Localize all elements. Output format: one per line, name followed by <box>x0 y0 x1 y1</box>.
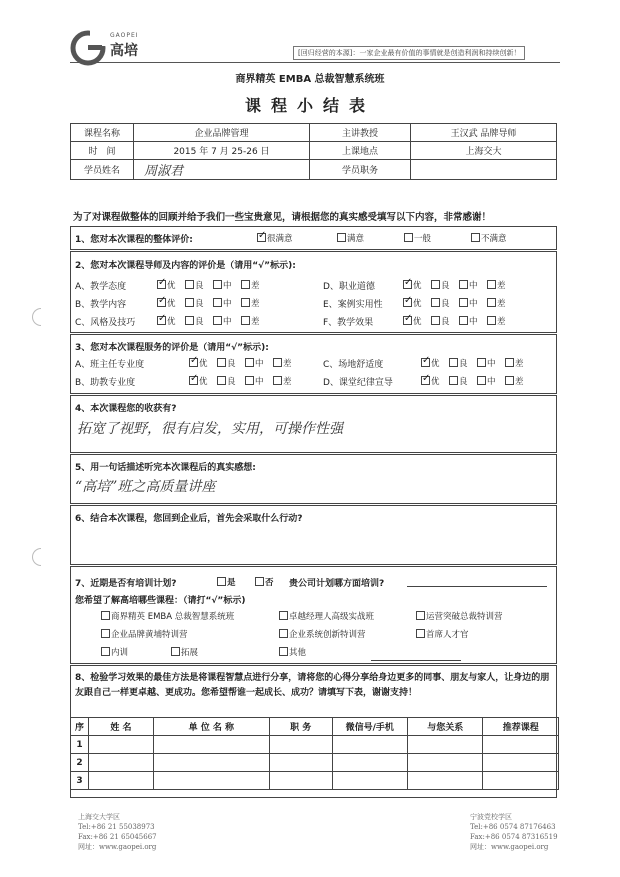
table-input-cell[interactable] <box>153 772 269 790</box>
q2-grade-option[interactable]: 差 <box>487 297 506 309</box>
q1-option-very-satisfied[interactable]: ✓ 很满意 <box>257 232 293 244</box>
table-input-cell[interactable] <box>407 736 482 754</box>
q3-grade-option[interactable]: 差 <box>273 375 292 387</box>
q3-row-label: D、课堂纪律宣导 <box>323 378 393 388</box>
table-input-cell[interactable] <box>483 736 559 754</box>
checkbox-icon <box>337 233 346 242</box>
table-input-cell[interactable] <box>332 736 407 754</box>
footer-right-campus: 宁波党校学区 <box>470 813 512 821</box>
checkbox-icon <box>101 611 110 620</box>
course-option[interactable]: 企业品牌黄埔特训营 <box>101 628 188 640</box>
page-title: 课程小结表 <box>244 96 375 115</box>
q2-grade-option[interactable]: 良 <box>431 315 450 327</box>
q3-grade-option[interactable]: 中 <box>245 357 264 369</box>
q2-grade-option[interactable]: 中 <box>213 297 232 309</box>
table-input-cell[interactable] <box>89 772 154 790</box>
q3-label: 3、您对本次课程服务的评价是（请用“√”标示): <box>75 343 269 353</box>
q2-grade-option[interactable]: 中 <box>213 315 232 327</box>
table-header-cell: 推荐课程 <box>483 718 559 736</box>
checkbox-icon <box>213 298 222 307</box>
q3-grade-option[interactable]: ✓ 优 <box>189 375 208 387</box>
checkbox-icon <box>241 280 250 289</box>
course-value: 企业品牌管理 <box>134 124 310 142</box>
course-option[interactable]: 商界精英 EMBA 总裁智慧系统班 <box>101 610 234 622</box>
checkbox-checked-icon <box>157 316 166 325</box>
checkbox-icon <box>505 358 514 367</box>
student-label: 学员姓名 <box>71 160 134 180</box>
checkbox-icon <box>101 629 110 638</box>
section-2 <box>70 251 557 333</box>
q2-grade-option[interactable]: 良 <box>185 297 204 309</box>
q2-row-label: A、教学态度 <box>75 282 127 292</box>
checkbox-icon <box>245 358 254 367</box>
table-input-cell[interactable] <box>269 754 332 772</box>
checkbox-icon <box>185 298 194 307</box>
course-option[interactable]: 内训 <box>101 646 128 658</box>
checkbox-icon <box>279 647 288 656</box>
q5-answer-handwriting[interactable]: “高培”班之高质量讲座 <box>75 479 216 495</box>
table-header-cell: 职 务 <box>269 718 332 736</box>
q3-grade-option[interactable]: 中 <box>477 375 496 387</box>
section-4 <box>70 395 557 453</box>
q2-label: 2、您对本次课程导师及内容的评价是（请用“√”标示): <box>75 261 296 271</box>
binder-hole-icon <box>32 548 41 566</box>
checkbox-icon <box>459 316 468 325</box>
row-number-cell: 3 <box>71 772 89 790</box>
q3-grade-option[interactable]: 良 <box>449 357 468 369</box>
checkbox-icon <box>217 577 226 586</box>
table-row <box>71 772 559 790</box>
footer-left-campus: 上海交大学区 <box>78 813 120 821</box>
subtitle: 商界精英 EMBA 总裁智慧系统班 <box>235 74 385 85</box>
q2-grade-option[interactable]: 良 <box>431 297 450 309</box>
checkbox-icon <box>449 358 458 367</box>
q8-text: 8、检验学习效果的最佳方法是将课程智慧点进行分享，请将您的心得分享给身边更多的同事、朋友与家人，让身边的朋友跟自己一样更卓越、更成功。您希望帮谁一起成长、成功？请填写下表，谢谢支持！ <box>75 673 550 698</box>
q5-label: 5、用一句话描述听完本次课程后的真实感想: <box>75 463 256 473</box>
place-value: 上海交大 <box>411 142 557 160</box>
table-header-cell: 姓 名 <box>89 718 154 736</box>
course-option[interactable]: 拓展 <box>171 646 198 658</box>
footer-right-fax: Fax:+86 0574 87316519 <box>470 833 558 841</box>
q2-grade-option[interactable]: 差 <box>241 279 260 291</box>
q2-grade-option[interactable]: ✓ 优 <box>157 315 176 327</box>
table-input-cell[interactable] <box>332 754 407 772</box>
checkbox-checked-icon <box>189 376 198 385</box>
binder-hole-icon <box>32 308 41 326</box>
q7-know-label: 您希望了解高培哪些课程：（请打“√”标示) <box>75 596 246 606</box>
q2-row-label: E、案例实用性 <box>323 300 383 310</box>
checkbox-icon <box>273 358 282 367</box>
table-input-cell[interactable] <box>89 736 154 754</box>
course-option[interactable]: 其他 <box>279 646 306 658</box>
course-option[interactable]: 企业系统创新特训营 <box>279 628 366 640</box>
checkbox-icon <box>101 647 110 656</box>
table-input-cell[interactable] <box>483 772 559 790</box>
checkbox-icon <box>213 316 222 325</box>
table-header-cell: 单 位 名 称 <box>153 718 269 736</box>
q7-direction-field[interactable] <box>407 586 547 587</box>
header-rule <box>70 62 560 63</box>
table-input-cell[interactable] <box>89 754 154 772</box>
q3-grade-option[interactable]: 良 <box>217 375 236 387</box>
checkbox-icon <box>431 316 440 325</box>
q2-grade-option[interactable]: 良 <box>185 279 204 291</box>
section-6 <box>70 505 557 565</box>
checkbox-icon <box>487 280 496 289</box>
course-info-table <box>70 123 557 180</box>
referral-table <box>70 717 559 790</box>
section-7 <box>70 566 557 664</box>
footer-right <box>470 812 558 852</box>
table-header-cell: 序 <box>71 718 89 736</box>
q3-grade-option[interactable]: 差 <box>505 357 524 369</box>
checkbox-icon <box>241 316 250 325</box>
checkbox-icon <box>477 376 486 385</box>
checkbox-icon <box>487 316 496 325</box>
table-input-cell[interactable] <box>153 736 269 754</box>
q2-grade-option[interactable]: 中 <box>213 279 232 291</box>
intro-text: 为了对课程做整体的回顾并给予我们一些宝贵意见，请根据您的真实感受填写以下内容，非常感谢！ <box>73 212 492 223</box>
checkbox-icon <box>431 298 440 307</box>
q2-grade-option[interactable]: 中 <box>459 297 478 309</box>
q7-no-option[interactable]: 否 <box>255 576 274 588</box>
course-option[interactable]: 卓越经理人高级实战班 <box>279 610 374 622</box>
table-input-cell[interactable] <box>407 754 482 772</box>
q2-row-label: D、职业道德 <box>323 282 375 292</box>
q3-grade-option[interactable]: ✓ 优 <box>421 357 440 369</box>
checkbox-icon <box>171 647 180 656</box>
table-input-cell[interactable] <box>407 772 482 790</box>
checkbox-icon <box>505 376 514 385</box>
checkbox-icon <box>217 376 226 385</box>
q2-grade-option[interactable]: 差 <box>241 297 260 309</box>
footer-left <box>78 812 157 852</box>
checkbox-checked-icon <box>403 280 412 289</box>
checkbox-checked-icon <box>157 280 166 289</box>
table-header-cell: 微信号/手机 <box>332 718 407 736</box>
q4-label: 4、本次课程您的收获有? <box>75 404 177 414</box>
q6-label: 6、结合本次课程，您回到企业后，首先会采取什么行动? <box>75 514 303 524</box>
checkbox-icon <box>255 577 264 586</box>
time-label: 时 间 <box>71 142 134 160</box>
checkbox-icon <box>404 233 413 242</box>
footer-right-web: 网址：www.gaopei.org <box>470 843 549 851</box>
checkbox-icon <box>279 611 288 620</box>
section-8 <box>70 665 557 798</box>
student-name-field[interactable] <box>134 160 310 180</box>
checkbox-icon <box>416 629 425 638</box>
checkbox-icon <box>459 298 468 307</box>
q2-grade-option[interactable]: ✓ 优 <box>403 315 422 327</box>
footer-left-web: 网址：www.gaopei.org <box>78 843 157 851</box>
checkbox-icon <box>471 233 480 242</box>
table-input-cell[interactable] <box>483 754 559 772</box>
q7-yes-option[interactable]: 是 <box>217 576 236 588</box>
checkbox-icon <box>449 376 458 385</box>
logo <box>70 30 110 69</box>
checkbox-checked-icon <box>421 376 430 385</box>
q7-plan-label: 7、近期是否有培训计划? <box>75 579 177 589</box>
logo-english: GAOPEI <box>110 32 139 39</box>
table-row <box>71 736 559 754</box>
section-5 <box>70 454 557 504</box>
footer-left-tel: Tel:+86 21 55038973 <box>78 823 155 831</box>
table-row <box>71 754 559 772</box>
checkbox-checked-icon <box>421 358 430 367</box>
checkbox-icon <box>241 298 250 307</box>
checkbox-checked-icon <box>189 358 198 367</box>
q1-option-satisfied[interactable]: 满意 <box>337 232 364 244</box>
q1-option-average[interactable]: 一般 <box>404 232 431 244</box>
q3-grade-option[interactable]: ✓ 优 <box>421 375 440 387</box>
logo-chinese: 高培 <box>110 43 138 59</box>
checkbox-checked-icon <box>157 298 166 307</box>
q2-grade-option[interactable]: 中 <box>459 279 478 291</box>
q3-grade-option[interactable]: 良 <box>217 357 236 369</box>
table-input-cell[interactable] <box>332 772 407 790</box>
q1-label: 1、您对本次课程的整体评价: <box>75 235 193 245</box>
checkbox-icon <box>245 376 254 385</box>
q3-row-label: B、助教专业度 <box>75 378 136 388</box>
row-number-cell: 2 <box>71 754 89 772</box>
q2-grade-option[interactable]: ✓ 优 <box>403 297 422 309</box>
q2-grade-option[interactable]: 中 <box>459 315 478 327</box>
row-number-cell: 1 <box>71 736 89 754</box>
checkbox-checked-icon <box>403 316 412 325</box>
q4-answer-handwriting[interactable]: 拓宽了视野，很有启发，实用，可操作性强 <box>77 421 343 437</box>
q2-grade-option[interactable]: 良 <box>431 279 450 291</box>
checkbox-icon <box>185 280 194 289</box>
table-input-cell[interactable] <box>153 754 269 772</box>
q3-grade-option[interactable]: ✓ 优 <box>189 357 208 369</box>
checkbox-icon <box>273 376 282 385</box>
course-option[interactable]: 首席人才官 <box>416 628 469 640</box>
q2-row-label: F、教学效果 <box>323 318 374 328</box>
checkbox-icon <box>459 280 468 289</box>
teacher-value: 王汉武 品牌导师 <box>411 124 557 142</box>
checkbox-icon <box>185 316 194 325</box>
course-option[interactable]: 运营突破总裁特训营 <box>416 610 503 622</box>
course-label: 课程名称 <box>71 124 134 142</box>
q2-row-label: B、教学内容 <box>75 300 127 310</box>
slogan: [回归经营的本源]：一家企业最有价值的事情就是创造利润和持续创新！ <box>293 46 525 60</box>
place-label: 上课地点 <box>310 142 411 160</box>
q3-grade-option[interactable]: 中 <box>245 375 264 387</box>
checkbox-icon <box>279 629 288 638</box>
q2-grade-option[interactable]: 差 <box>487 315 506 327</box>
q2-grade-option[interactable]: 差 <box>241 315 260 327</box>
q3-grade-option[interactable]: 差 <box>273 357 292 369</box>
table-input-cell[interactable] <box>269 772 332 790</box>
q3-grade-option[interactable]: 差 <box>505 375 524 387</box>
q2-grade-option[interactable]: ✓ 优 <box>157 279 176 291</box>
teacher-label: 主讲教授 <box>310 124 411 142</box>
section-1 <box>70 226 557 250</box>
checkbox-icon <box>416 611 425 620</box>
checkbox-checked-icon <box>403 298 412 307</box>
q7-direction-label: 贵公司计划哪方面培训? <box>289 579 385 589</box>
gaopei-logo-mark <box>70 30 110 66</box>
checkbox-icon <box>213 280 222 289</box>
checkbox-icon <box>217 358 226 367</box>
checkbox-checked-icon <box>257 233 266 242</box>
q2-row-label: C、风格及技巧 <box>75 318 136 328</box>
q1-option-unsatisfied[interactable]: 不满意 <box>471 232 507 244</box>
q3-grade-option[interactable]: 中 <box>477 357 496 369</box>
checkbox-icon <box>477 358 486 367</box>
position-label: 学员职务 <box>310 160 411 180</box>
position-field[interactable] <box>411 160 557 180</box>
student-name-handwriting: 周淑君 <box>144 164 184 179</box>
q7-other-field[interactable] <box>371 660 461 661</box>
q2-grade-option[interactable]: ✓ 优 <box>157 297 176 309</box>
table-input-cell[interactable] <box>269 736 332 754</box>
section-3 <box>70 334 557 394</box>
q2-grade-option[interactable]: 良 <box>185 315 204 327</box>
q3-grade-option[interactable]: 良 <box>449 375 468 387</box>
time-value: 2015 年 7 月 25-26 日 <box>134 142 310 160</box>
checkbox-icon <box>487 298 496 307</box>
footer-left-fax: Fax:+86 21 65045667 <box>78 833 157 841</box>
q2-grade-option[interactable]: ✓ 优 <box>403 279 422 291</box>
q3-row-label: A、班主任专业度 <box>75 360 145 370</box>
checkbox-icon <box>431 280 440 289</box>
q3-row-label: C、场地舒适度 <box>323 360 384 370</box>
table-header-cell: 与您关系 <box>407 718 482 736</box>
footer-right-tel: Tel:+86 0574 87176463 <box>470 823 556 831</box>
q2-grade-option[interactable]: 差 <box>487 279 506 291</box>
